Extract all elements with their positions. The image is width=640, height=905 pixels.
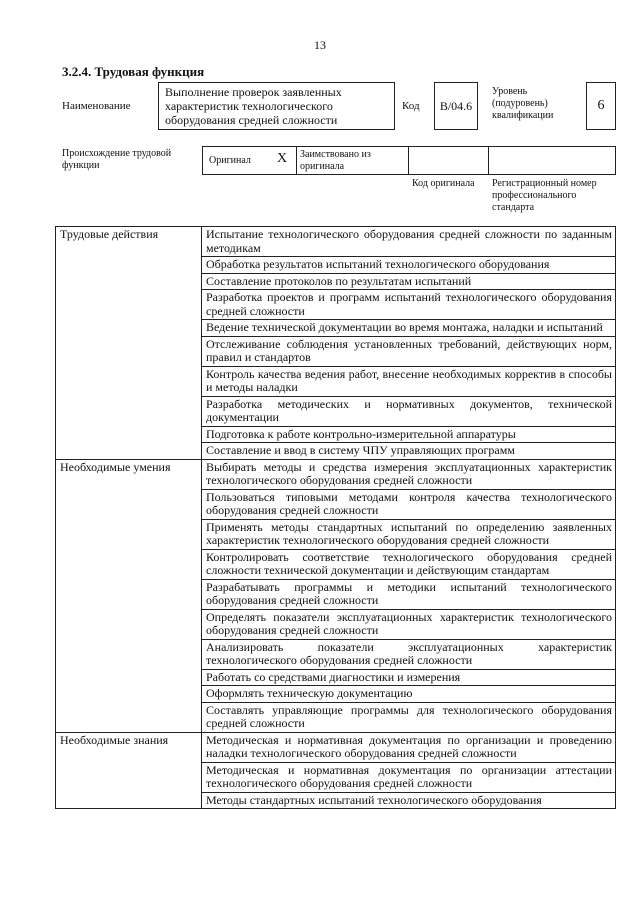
section-item: Методическая и нормативная документация по организации аттестации технологического оборудования средней сложности bbox=[202, 762, 616, 792]
origin-table bbox=[202, 146, 616, 175]
origin-label: Происхождение трудовой функции bbox=[62, 148, 172, 171]
section-item: Выбирать методы и средства измерения эксплуатационных характеристик технологического оборудования средней сложности bbox=[202, 459, 616, 489]
page-number: 13 bbox=[314, 38, 326, 52]
section-item: Методическая и нормативная документация по организации и проведению наладки технологического оборудования средней сложности bbox=[202, 732, 616, 762]
section-item: Подготовка к работе контрольно-измерительной аппаратуры bbox=[202, 426, 616, 443]
name-value: Выполнение проверок заявленных характеристик технологического оборудования средней сложности bbox=[158, 82, 395, 130]
section-item: Анализировать показатели эксплуатационных характеристик технологического оборудования средней сложности bbox=[202, 639, 616, 669]
section-item: Составлять управляющие программы для технологического оборудования средней сложности bbox=[202, 702, 616, 732]
code-original-cell bbox=[409, 147, 489, 174]
borrowed-label: Заимствовано из оригинала bbox=[297, 147, 409, 174]
section-item: Составление протоколов по результатам испытаний bbox=[202, 273, 616, 290]
section-item: Разрабатывать программы и методики испытаний технологического оборудования средней сложности bbox=[202, 579, 616, 609]
section-item: Работать со средствами диагностики и измерения bbox=[202, 669, 616, 686]
section-item: Оформлять техническую документацию bbox=[202, 686, 616, 703]
section-item: Разработка методических и нормативных документов, технической документации bbox=[202, 396, 616, 426]
section-item: Разработка проектов и программ испытаний технологического оборудования средней сложности bbox=[202, 290, 616, 320]
reg-number-caption: Регистрационный номер профессионального стандарта bbox=[492, 178, 597, 213]
section-item: Обработка результатов испытаний технологического оборудования bbox=[202, 257, 616, 274]
reg-number-cell bbox=[489, 147, 615, 174]
section-item: Определять показатели эксплуатационных характеристик технологического оборудования средней сложности bbox=[202, 609, 616, 639]
section-item: Составление и ввод в систему ЧПУ управляющих программ bbox=[202, 443, 616, 460]
function-table bbox=[55, 226, 616, 809]
table-row bbox=[56, 227, 616, 257]
section-header-0: Трудовые действия bbox=[56, 227, 202, 460]
name-label: Наименование bbox=[62, 100, 131, 112]
section-header-1: Необходимые умения bbox=[56, 459, 202, 732]
section-title: 3.2.4. Трудовая функция bbox=[62, 64, 205, 79]
section-item: Ведение технической документации во время монтажа, наладки и испытаний bbox=[202, 320, 616, 337]
code-value: В/04.6 bbox=[434, 82, 478, 130]
level-value: 6 bbox=[586, 82, 616, 130]
original-mark: X bbox=[277, 151, 288, 166]
original-label: Оригинал bbox=[209, 155, 251, 166]
origin-original-cell bbox=[203, 147, 297, 174]
section-item: Испытание технологического оборудования средней сложности по заданным методикам bbox=[202, 227, 616, 257]
code-label: Код bbox=[402, 100, 420, 112]
code-original-caption: Код оригинала bbox=[412, 178, 475, 189]
section-item: Отслеживание соблюдения установленных требований, действующих норм, правил и стандартов bbox=[202, 336, 616, 366]
section-item: Пользоваться типовыми методами контроля качества технологического оборудования средней сложности bbox=[202, 489, 616, 519]
section-item: Контроль качества ведения работ, внесение необходимых корректив в способы и методы наладки bbox=[202, 366, 616, 396]
level-label: Уровень (подуровень) квалификации bbox=[492, 86, 554, 121]
section-item: Применять методы стандартных испытаний по определению заявленных характеристик технологического оборудования средней сложности bbox=[202, 519, 616, 549]
table-row bbox=[56, 459, 616, 489]
section-item: Методы стандартных испытаний технологического оборудования bbox=[202, 792, 616, 809]
table-row bbox=[56, 732, 616, 762]
section-header-2: Необходимые знания bbox=[56, 732, 202, 809]
section-item: Контролировать соответствие технологического оборудования средней сложности технической документации и действующим стандартам bbox=[202, 549, 616, 579]
